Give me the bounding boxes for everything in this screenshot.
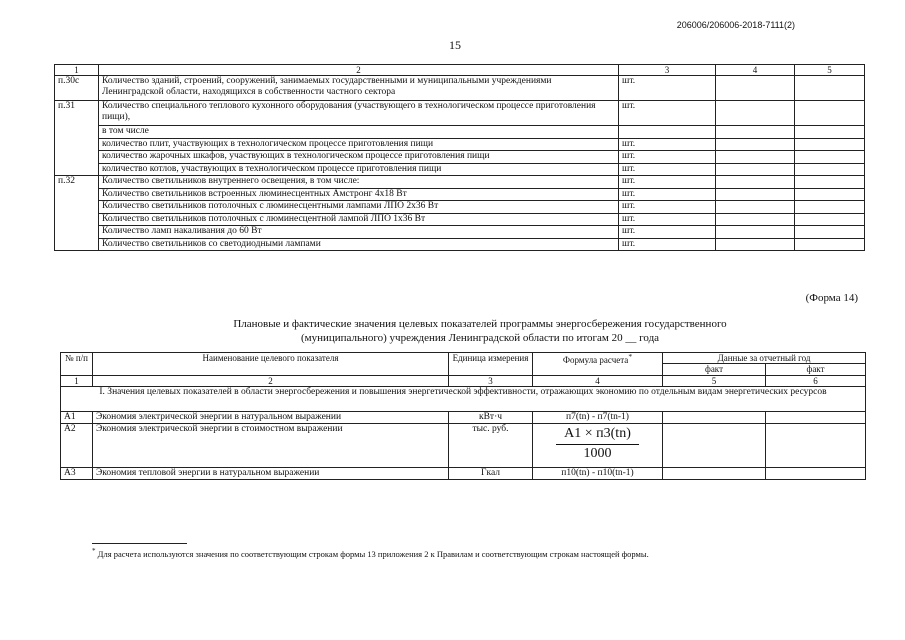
row-description: Количество светильников внутреннего освещения, в том числе: — [99, 176, 619, 189]
row-description: количество жарочных шкафов, участвующих в технологическом процессе приготовления пищи — [99, 151, 619, 164]
row-unit: шт. — [619, 163, 716, 176]
row-unit: Гкал — [449, 468, 533, 480]
row-description: количество плит, участвующих в технологическом процессе приготовления пищи — [99, 138, 619, 151]
value-cell — [716, 201, 795, 214]
row-description: Количество специального теплового кухонного оборудования (участвующего в технологическом процессе приготовления пищи), — [99, 101, 619, 126]
indicators-continuation-table — [54, 64, 865, 251]
row-unit: шт. — [619, 213, 716, 226]
row-indicator-name: Экономия электрической энергии в стоимостном выражении — [93, 424, 449, 468]
table-row — [55, 151, 865, 164]
table-row — [55, 138, 865, 151]
formula-denominator: 1000 — [583, 445, 612, 461]
row-description: Количество ламп накаливания до 60 Вт — [99, 226, 619, 239]
column-number: 1 — [55, 65, 99, 76]
row-unit: кВт·ч — [449, 412, 533, 424]
value-cell — [716, 138, 795, 151]
footnote — [92, 547, 649, 559]
row-unit: шт. — [619, 76, 716, 101]
page-number: 15 — [449, 38, 461, 52]
row-code: А1 — [61, 412, 93, 424]
row-code: А3 — [61, 468, 93, 480]
row-unit: шт. — [619, 188, 716, 201]
row-number — [55, 226, 99, 239]
row-code: А2 — [61, 424, 93, 468]
row-unit: шт. — [619, 138, 716, 151]
column-number: 1 — [61, 375, 93, 386]
row-number: п.32 — [55, 176, 99, 189]
section-title: I. Значения целевых показателей в области энергосбережения и повышения энергетической эффективности, отражающих экономию по отдельным видам энергетических ресурсов — [61, 387, 866, 412]
row-indicator-name: Экономия электрической энергии в натуральном выражении — [93, 412, 449, 424]
row-number: п.31 — [55, 101, 99, 126]
row-description: Количество зданий, строений, сооружений, занимаемых государственными и муниципальными учреждениями Ленинградской области, находящихся в собственности частного сектора — [99, 76, 619, 101]
table-row — [55, 238, 865, 251]
row-unit: тыс. руб. — [449, 424, 533, 468]
header-unit: Единица измерения — [449, 353, 533, 376]
column-number: 4 — [716, 65, 795, 76]
value-cell — [766, 424, 866, 468]
column-number: 4 — [533, 375, 663, 386]
form-title — [180, 318, 780, 346]
value-cell — [663, 412, 766, 424]
row-unit: шт. — [619, 151, 716, 164]
table-header-row — [61, 353, 866, 364]
value-cell — [795, 201, 865, 214]
row-number — [55, 188, 99, 201]
row-number — [55, 138, 99, 151]
form-title-line: (муниципального) учреждения Ленинградской области по итогам 20 __ года — [300, 331, 660, 344]
table-header-row — [55, 65, 865, 76]
footnote-divider — [92, 543, 187, 544]
value-cell — [716, 126, 795, 139]
row-description: Количество светильников потолочных с люминесцентными лампами ЛПО 2х36 Вт — [99, 201, 619, 214]
header-formula — [533, 353, 663, 376]
row-unit: шт. — [619, 201, 716, 214]
value-cell — [795, 163, 865, 176]
footnote-text: Для расчета используются значения по соответствующим строкам формы 13 приложения 2 к Правилам и соответствующим строкам настоящей формы. — [97, 548, 649, 559]
value-cell — [663, 424, 766, 468]
value-cell — [795, 151, 865, 164]
row-unit — [619, 126, 716, 139]
footnote-mark: * — [92, 547, 96, 555]
column-number: 5 — [795, 65, 865, 76]
form-label: (Форма 14) — [805, 292, 858, 304]
row-description: в том числе — [99, 126, 619, 139]
header-period: Данные за отчетный год — [663, 353, 866, 364]
row-number — [55, 213, 99, 226]
formula-fraction — [556, 426, 639, 463]
table-row — [55, 176, 865, 189]
table-row — [55, 163, 865, 176]
value-cell — [716, 163, 795, 176]
value-cell — [716, 76, 795, 101]
value-cell — [716, 213, 795, 226]
row-description: Количество светильников потолочных с люминесцентной лампой ЛПО 1х36 Вт — [99, 213, 619, 226]
row-description: Количество светильников встроенных люминесцентных Амстронг 4х18 Вт — [99, 188, 619, 201]
table-row — [55, 213, 865, 226]
row-unit: шт. — [619, 101, 716, 126]
header-formula-label: Формула расчета — [562, 355, 629, 365]
row-number — [55, 163, 99, 176]
section-row — [61, 387, 866, 412]
row-number — [55, 126, 99, 139]
formula-numerator: А1 × п3(tn) — [556, 426, 639, 445]
row-unit: шт. — [619, 176, 716, 189]
row-number: п.30с — [55, 76, 99, 101]
table-row — [55, 226, 865, 239]
value-cell — [716, 226, 795, 239]
document-reference: 206006/206006-2018-7111(2) — [676, 20, 795, 30]
value-cell — [795, 226, 865, 239]
row-unit: шт. — [619, 226, 716, 239]
header-fact: факт — [766, 364, 866, 375]
row-formula: п7(tn) - п7(tn-1) — [533, 412, 663, 424]
value-cell — [663, 468, 766, 480]
value-cell — [716, 188, 795, 201]
value-cell — [795, 101, 865, 126]
column-number: 3 — [619, 65, 716, 76]
header-number: № п/п — [61, 353, 93, 376]
value-cell — [795, 238, 865, 251]
value-cell — [716, 101, 795, 126]
row-unit: шт. — [619, 238, 716, 251]
column-number: 2 — [93, 375, 449, 386]
table-row — [61, 412, 866, 424]
header-indicator-name: Наименование целевого показателя — [93, 353, 449, 376]
table-column-numbers — [61, 375, 866, 386]
row-description: Количество светильников со светодиодными лампами — [99, 238, 619, 251]
value-cell — [795, 188, 865, 201]
column-number: 6 — [766, 375, 866, 386]
value-cell — [795, 138, 865, 151]
table-row — [55, 188, 865, 201]
table-row — [61, 468, 866, 480]
form-title-line: Плановые и фактические значения целевых показателей программы энергосбережения государственного — [233, 318, 727, 330]
value-cell — [795, 126, 865, 139]
table-row — [55, 201, 865, 214]
row-indicator-name: Экономия тепловой энергии в натуральном выражении — [93, 468, 449, 480]
table-row — [55, 101, 865, 126]
column-number: 5 — [663, 375, 766, 386]
value-cell — [766, 412, 866, 424]
value-cell — [795, 76, 865, 101]
row-number — [55, 238, 99, 251]
column-number: 3 — [449, 375, 533, 386]
value-cell — [716, 151, 795, 164]
value-cell — [716, 238, 795, 251]
header-fact: факт — [663, 364, 766, 375]
row-description: количество котлов, участвующих в технологическом процессе приготовления пищи — [99, 163, 619, 176]
value-cell — [716, 176, 795, 189]
footnote-mark: * — [628, 352, 633, 361]
value-cell — [766, 468, 866, 480]
table-row — [55, 126, 865, 139]
row-number — [55, 151, 99, 164]
table-row — [61, 424, 866, 468]
row-formula — [533, 424, 663, 468]
row-number — [55, 201, 99, 214]
table-row — [55, 76, 865, 101]
row-formula: п10(tn) - п10(tn-1) — [533, 468, 663, 480]
value-cell — [795, 176, 865, 189]
target-indicators-table — [60, 352, 866, 480]
column-number: 2 — [99, 65, 619, 76]
value-cell — [795, 213, 865, 226]
